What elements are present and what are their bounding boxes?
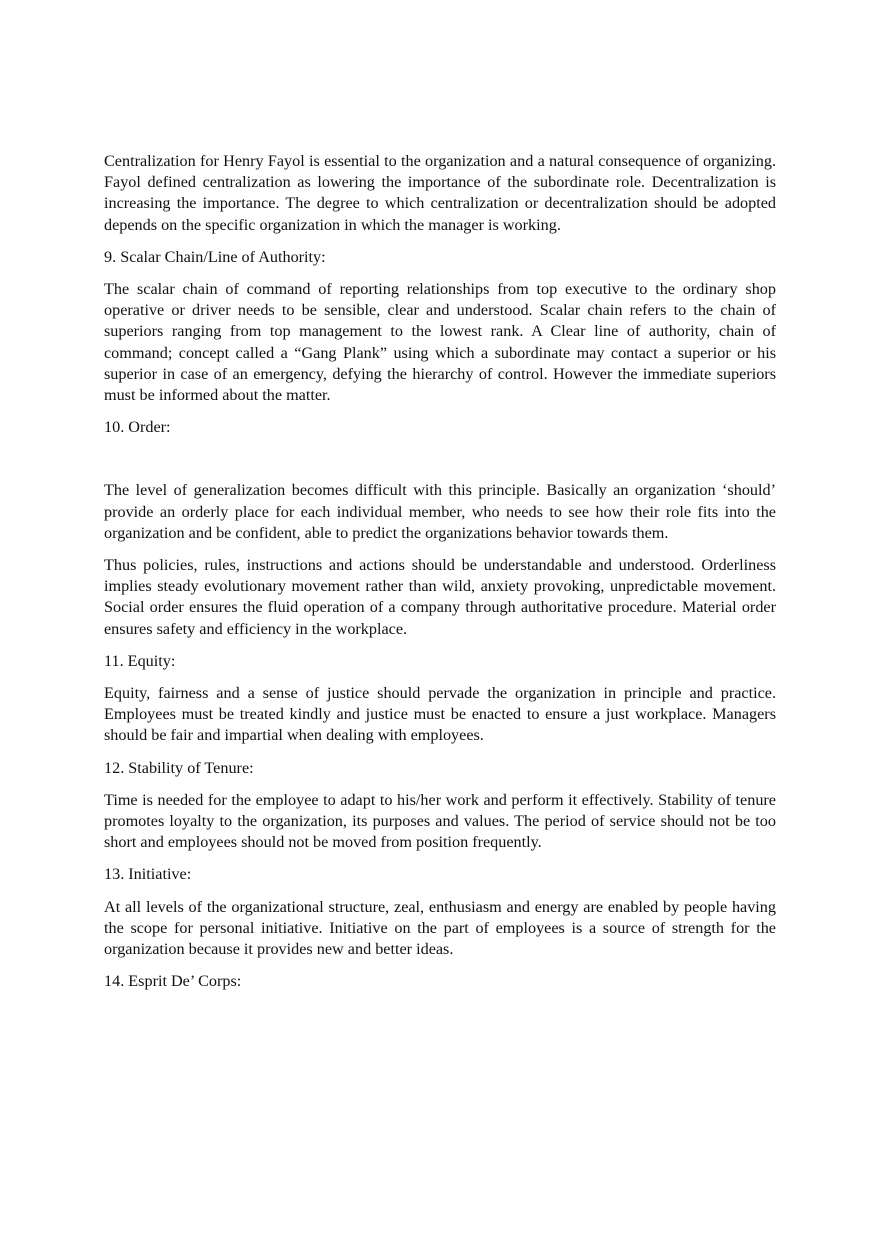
heading-order: 10. Order: bbox=[104, 418, 171, 437]
paragraph-order-generalization: The level of generalization becomes difficult with this principle. Basically an organization ‘should’ provide an orderly place for each individual member, who needs to see how their role fits into the organization and be confident, able to predict the organizations behavior towards them. bbox=[104, 481, 776, 542]
heading-equity: 11. Equity: bbox=[104, 651, 176, 670]
heading-initiative: 13. Initiative: bbox=[104, 865, 192, 884]
heading-stability-of-tenure: 12. Stability of Tenure: bbox=[104, 758, 254, 777]
heading-esprit-de-corps: 14. Esprit De’ Corps: bbox=[104, 972, 242, 991]
paragraph-scalar-chain: The scalar chain of command of reporting relationships from top executive to the ordinary shop operative or driver needs to be sensible, clear and understood. Scalar chain refers to the chain of superiors ranging from top management to the lowest rank. A Clear line of authority, chain of command; concept called a “Gang Plank” using which a subordinate may contact a superior or his superior in case of an emergency, defying the hierarchy of control. However the immediate superiors must be informed about the matter. bbox=[104, 280, 776, 405]
paragraph-centralization: Centralization for Henry Fayol is essential to the organization and a natural consequence of organizing. Fayol defined centralization as lowering the importance of the subordinate role. Decentralization is increasing the importance. The degree to which centralization or decentralization should be adopted depends on the specific organization in which the manager is working. bbox=[104, 152, 776, 234]
paragraph-stability-of-tenure: Time is needed for the employee to adapt to his/her work and perform it effectively. Stability of tenure promotes loyalty to the organization, its purposes and values. The period of service should not be too short and employees should not be moved from position frequently. bbox=[104, 790, 776, 852]
heading-scalar-chain: 9. Scalar Chain/Line of Authority: bbox=[104, 247, 326, 266]
paragraph-order-policies: Thus policies, rules, instructions and actions should be understandable and understood. Orderliness implies steady evolutionary movement rather than wild, anxiety provoking, unpredictable movement. Social order ensures the fluid operation of a company through authoritative procedure. Material order ensures safety and efficiency in the workplace. bbox=[104, 556, 776, 638]
paragraph-initiative: At all levels of the organizational structure, zeal, enthusiasm and energy are enabled by people having the scope for personal initiative. Initiative on the part of employees is a source of strength for the organization because it provides new and better ideas. bbox=[104, 897, 776, 959]
page-content bbox=[104, 151, 776, 1004]
paragraph-equity: Equity, fairness and a sense of justice should pervade the organization in principle and practice. Employees must be treated kindly and justice must be enacted to ensure a just workplace. Managers should be fair and impartial when dealing with employees. bbox=[104, 684, 776, 745]
